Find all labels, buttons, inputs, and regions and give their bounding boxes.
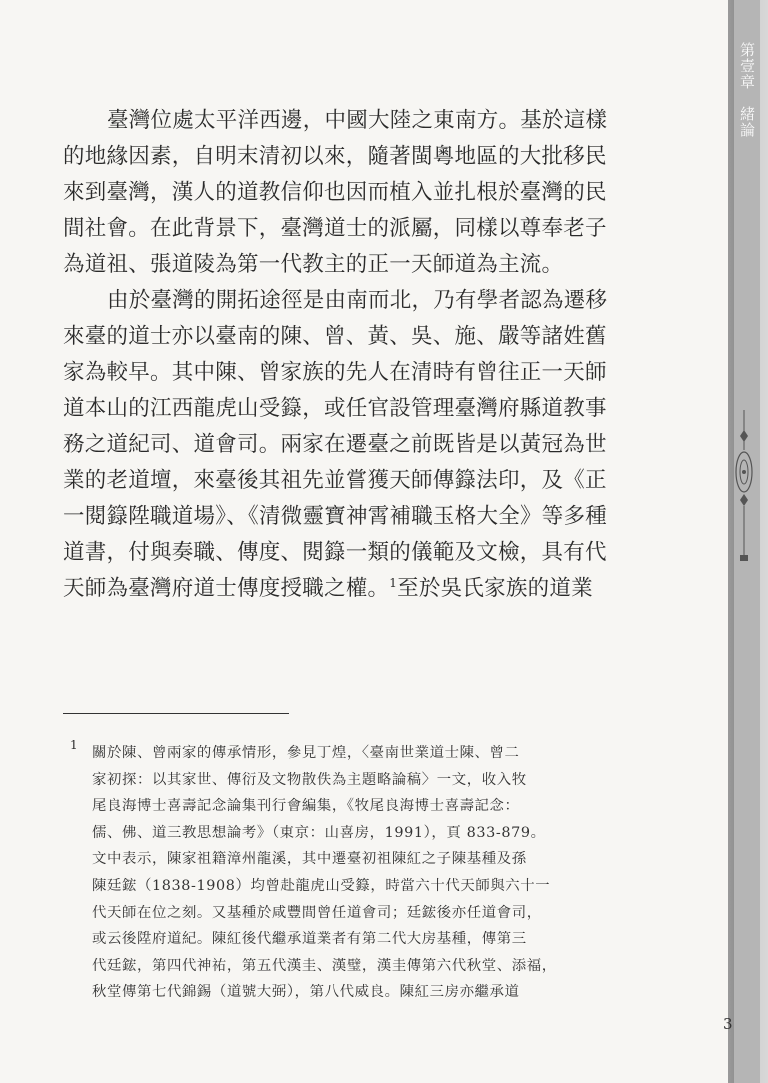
footnote-line: 儒、佛、道三教思想論考》（東京：山喜房，1991），頁 833-879。 — [92, 824, 546, 841]
footnote-line: 或云後陞府道紀。陳紅後代繼承道業者有第二代大房基種，傳第三 — [92, 931, 527, 948]
footnote-line: 代廷鋐，第四代神祐，第五代漢圭、漢璧，漢圭傳第六代秋堂、添福， — [92, 957, 557, 974]
body-line: 來臺的道士亦以臺南的陳、曾、黃、吳、施、嚴等諸姓舊 — [63, 324, 607, 349]
footnote-number: 1 — [70, 738, 78, 752]
footnote-line: 家初探：以其家世、傳衍及文物散佚為主題略論稿〉一文，收入牧 — [92, 771, 527, 788]
body-line-text: 天師為臺灣府道士傳度授職之權。 — [63, 576, 390, 601]
body-line: 間社會。在此背景下，臺灣道士的派屬，同樣以尊奉老子 — [63, 216, 607, 241]
footnote-line: 尾良海博士喜壽記念論集刊行會編集，《牧尾良海博士喜壽記念： — [92, 798, 520, 815]
body-line: 來到臺灣，漢人的道教信仰也因而植入並扎根於臺灣的民 — [63, 180, 607, 205]
footnote-line: 代天師在位之刻。又基種於咸豐間曾任道會司；廷鋐後亦任道會司， — [92, 904, 542, 921]
decorative-ornament-icon — [734, 410, 754, 570]
page-number: 3 — [723, 1015, 733, 1033]
footnote-line: 文中表示，陳家祖籍漳州龍溪，其中遷臺初祖陳紅之子陳基種及孫 — [92, 851, 527, 868]
body-line — [63, 571, 663, 607]
body-line: 務之道紀司、道會司。兩家在遷臺之前既皆是以黃冠為世 — [63, 432, 607, 457]
body-line: 為道祖、張道陵為第一代教主的正一天師道為主流。 — [63, 252, 564, 277]
chapter-label: 第壹章 緒論 — [738, 42, 756, 138]
footnote-text — [92, 740, 664, 1006]
body-line: 由於臺灣的開拓途徑是由南而北，乃有學者認為遷移 — [107, 288, 608, 313]
footnote-line: 陳廷鋐（1838-1908）均曾赴龍虎山受籙，時當六十代天師與六十一 — [92, 877, 551, 894]
body-line: 一閱籙陞職道場》、《清微靈寶神霄補職玉格大全》等多種 — [63, 504, 608, 529]
footnote-divider — [63, 713, 289, 714]
body-line-text: 至於吳氏家族的道業 — [397, 576, 593, 601]
footnote-line: 秋堂傳第七代錦錫（道號大弼），第八代威良。陳紅三房亦繼承道 — [92, 984, 520, 1001]
body-line: 家為較早。其中陳、曾家族的先人在清時有曾往正一天師 — [63, 360, 607, 385]
body-line: 道本山的江西龍虎山受籙，或任官設管理臺灣府縣道教事 — [63, 396, 607, 421]
footnote-reference[interactable]: 1 — [389, 575, 398, 590]
body-line: 道書，付與奏職、傳度、閱籙一類的儀範及文檢，具有代 — [63, 540, 607, 565]
footnote-line: 關於陳、曾兩家的傳承情形，參見丁煌，〈臺南世業道士陳、曾二 — [92, 745, 520, 761]
body-line: 臺灣位處太平洋西邊，中國大陸之東南方。基於這樣 — [107, 108, 608, 133]
body-text — [63, 103, 663, 607]
body-line: 的地緣因素，自明末清初以來，隨著閩粵地區的大批移民 — [63, 144, 607, 169]
body-line: 業的老道壇，來臺後其祖先並嘗獲天師傳籙法印，及《正 — [63, 468, 607, 493]
